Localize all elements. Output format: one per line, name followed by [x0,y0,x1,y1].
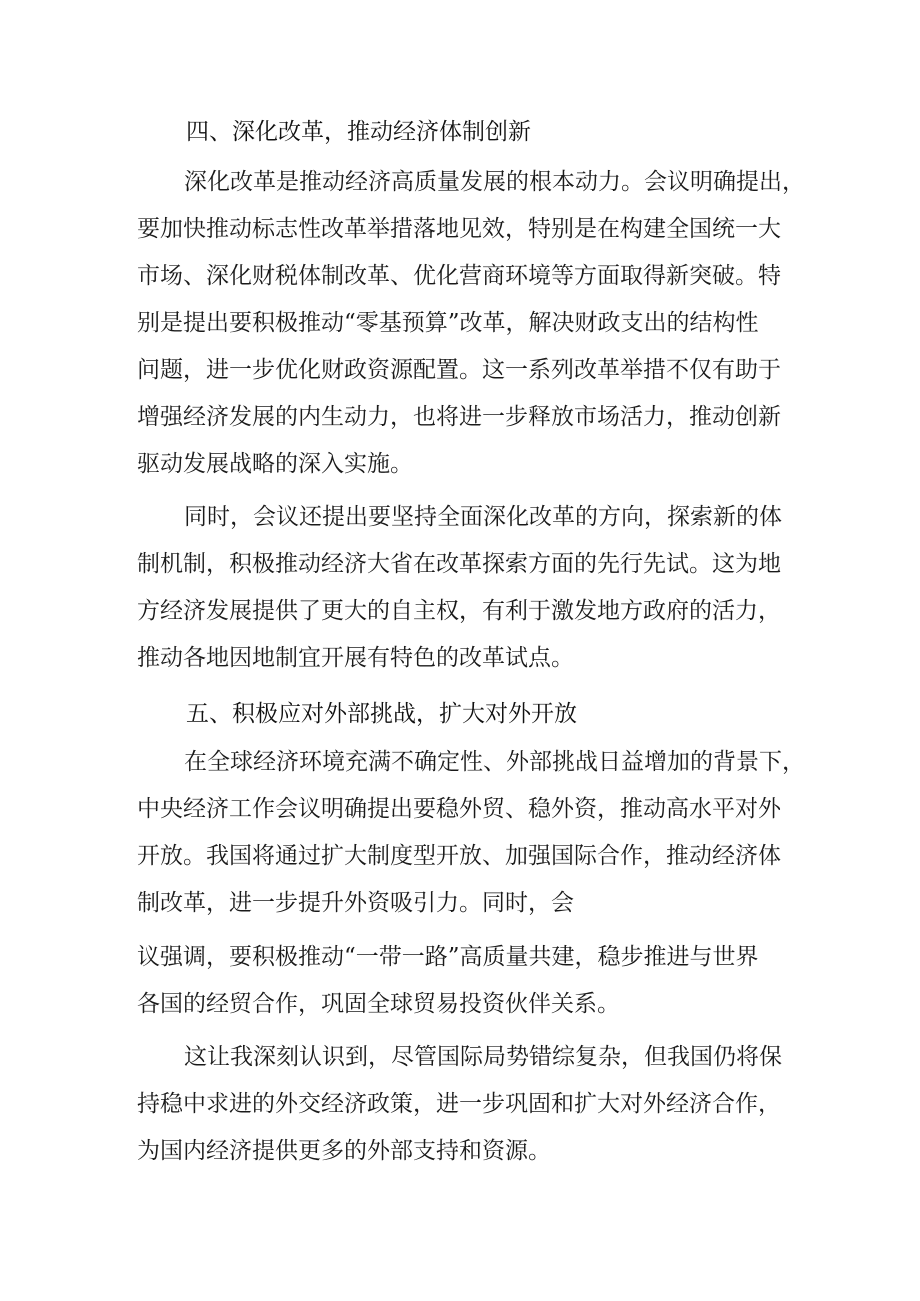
section-5-paragraph-2-line: 这让我深刻认识到，尽管国际局势错综复杂，但我国仍将保 [184,1044,782,1070]
section-4-paragraph-2-line: 方经济发展提供了更大的自主权，有利于激发地方政府的活力， [137,598,781,624]
section-4-paragraph-2-line: 推动各地因地制宜开展有特色的改革试点。 [137,645,574,671]
section-5-paragraph-1-line: 各国的经贸合作，巩固全球贸易投资伙伴关系。 [137,991,620,1017]
section-5-paragraph-1-line: 议强调，要积极推动“一带一路”高质量共建，稳步推进与世界 [137,944,759,970]
section-5-paragraph-1-line: 在全球经济环境充满不确定性、外部挑战日益增加的背景下， [184,749,805,775]
section-4-paragraph-1-line: 增强经济发展的内生动力，也将进一步释放市场活力，推动创新 [137,404,781,430]
section-5-paragraph-2-line: 持稳中求进的外交经济政策，进一步巩固和扩大对外经济合作， [137,1091,781,1117]
section-4-heading: 四、深化改革，推动经济体制创新 [186,119,531,145]
section-4-paragraph-2-line: 同时，会议还提出要坚持全面深化改革的方向，探索新的体 [184,504,782,530]
section-5-paragraph-1-line: 开放。我国将通过扩大制度型开放、加强国际合作，推动经济体 [137,843,781,869]
section-4-paragraph-1-line: 别是提出要积极推动“零基预算”改革，解决财政支出的结构性 [137,310,759,336]
section-5-paragraph-2-line: 为国内经济提供更多的外部支持和资源。 [137,1138,551,1164]
section-5-paragraph-1-line: 中央经济工作会议明确提出要稳外贸、稳外资，推动高水平对外 [137,796,781,822]
section-4-paragraph-1-line: 驱动发展战略的深入实施。 [137,451,413,477]
section-4-paragraph-1-line: 问题，进一步优化财政资源配置。这一系列改革举措不仅有助于 [137,357,781,383]
section-4-paragraph-1-line: 要加快推动标志性改革举措落地见效，特别是在构建全国统一大 [137,216,781,242]
section-5-heading: 五、积极应对外部挑战，扩大对外开放 [186,701,577,727]
section-5-paragraph-1-line: 制改革，进一步提升外资吸引力。同时，会 [137,890,574,916]
section-4-paragraph-1-line: 深化改革是推动经济高质量发展的根本动力。会议明确提出， [184,169,805,195]
section-4-paragraph-2-line: 制机制，积极推动经济大省在改革探索方面的先行先试。这为地 [137,551,781,577]
section-4-paragraph-1-line: 市场、深化财税体制改革、优化营商环境等方面取得新突破。特 [137,263,781,289]
